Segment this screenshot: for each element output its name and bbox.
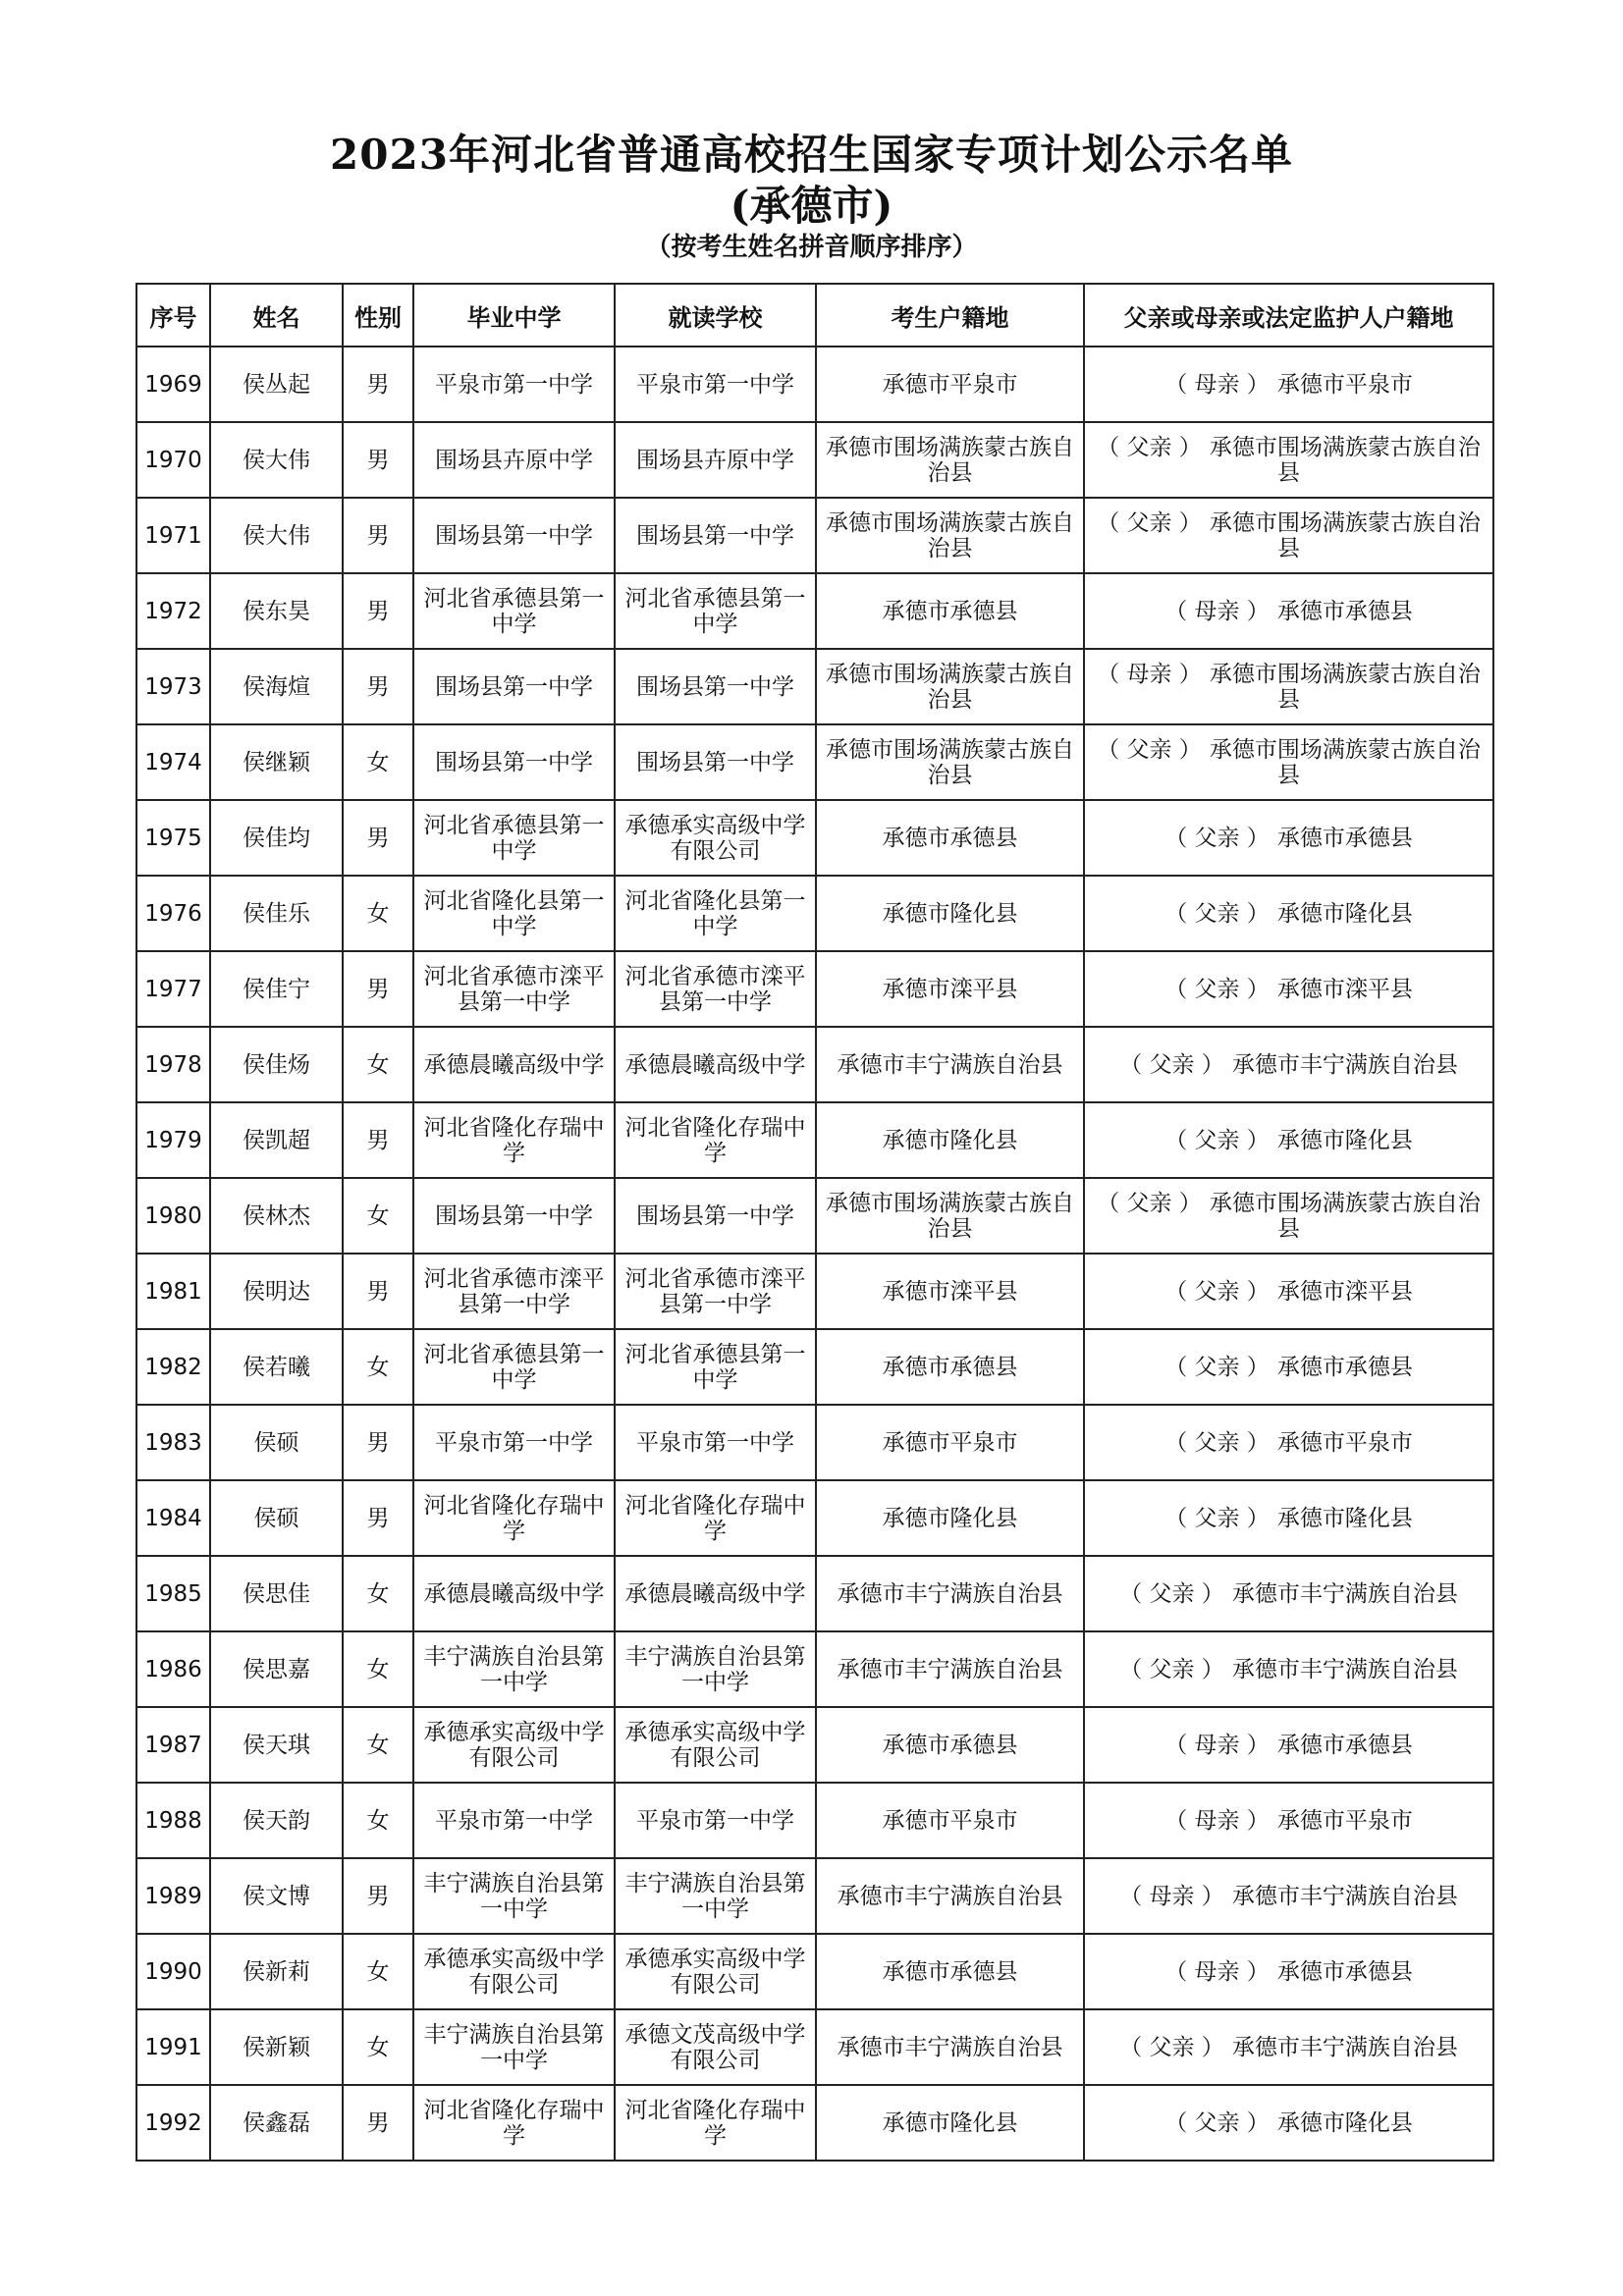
cell-serial-no: 1979 [136,1102,210,1178]
cell-name: 侯佳宁 [210,951,343,1027]
cell-graduation-school: 平泉市第一中学 [413,347,615,422]
cell-name: 侯硕 [210,1480,343,1556]
header-gender: 性别 [343,284,413,347]
cell-graduation-school: 平泉市第一中学 [413,1405,615,1480]
cell-guardian-hukou [1084,1707,1493,1783]
cell-name: 侯佳乐 [210,876,343,951]
cell-serial-no: 1983 [136,1405,210,1480]
cell-serial-no: 1987 [136,1707,210,1783]
cell-serial-no: 1977 [136,951,210,1027]
cell-graduation-school: 承德承实高级中学有限公司 [413,1707,615,1783]
cell-serial-no: 1971 [136,498,210,573]
header-graduation-school: 毕业中学 [413,284,615,347]
cell-name: 侯思嘉 [210,1631,343,1707]
guardian-place: 承德市隆化县 [1276,1505,1413,1531]
cell-name: 侯天韵 [210,1783,343,1858]
cell-gender: 男 [343,951,413,1027]
cell-graduation-school: 围场县第一中学 [413,724,615,800]
table-row [136,1178,1493,1254]
guardian-place: 承德市平泉市 [1276,1429,1413,1456]
cell-name: 侯明达 [210,1254,343,1329]
table-row [136,724,1493,800]
cell-name: 侯佳炀 [210,1027,343,1102]
table-row [136,1858,1493,1934]
guardian-place: 承德市丰宁满族自治县 [1231,1051,1458,1078]
guardian-place: 承德市围场满族蒙古族自治县 [1209,1190,1481,1242]
guardian-relation: （ 父亲 ） [1119,1656,1224,1682]
cell-gender: 男 [343,347,413,422]
cell-current-school: 平泉市第一中学 [615,1783,816,1858]
header-serial-no: 序号 [136,284,210,347]
cell-current-school: 围场县第一中学 [615,649,816,724]
page-subtitle: (承德市) [730,182,893,230]
cell-graduation-school: 河北省隆化县第一中学 [413,876,615,951]
roster-body [136,347,1493,2161]
cell-serial-no: 1975 [136,800,210,876]
cell-current-school: 承德晨曦高级中学 [615,1027,816,1102]
cell-gender: 男 [343,573,413,649]
cell-student-hukou: 承德市滦平县 [816,951,1084,1027]
cell-graduation-school: 丰宁满族自治县第一中学 [413,1631,615,1707]
guardian-place: 承德市围场满族蒙古族自治县 [1209,509,1481,561]
cell-name: 侯凯超 [210,1102,343,1178]
cell-current-school: 围场县第一中学 [615,498,816,573]
cell-student-hukou: 承德市承德县 [816,1329,1084,1405]
table-row [136,1102,1493,1178]
cell-current-school: 河北省隆化存瑞中学 [615,1102,816,1178]
cell-serial-no: 1978 [136,1027,210,1102]
cell-gender: 男 [343,1405,413,1480]
cell-name: 侯天琪 [210,1707,343,1783]
cell-gender: 女 [343,1178,413,1254]
cell-serial-no: 1990 [136,1934,210,2009]
guardian-relation: （ 父亲 ） [1119,1051,1224,1078]
cell-student-hukou: 承德市承德县 [816,1707,1084,1783]
cell-student-hukou: 承德市丰宁满族自治县 [816,1631,1084,1707]
cell-current-school: 围场县第一中学 [615,1178,816,1254]
cell-student-hukou: 承德市丰宁满族自治县 [816,1858,1084,1934]
guardian-relation: （ 母亲 ） [1164,1958,1270,1985]
guardian-relation: （ 父亲 ） [1119,2034,1224,2060]
guardian-relation: （ 母亲 ） [1097,661,1202,687]
cell-student-hukou: 承德市丰宁满族自治县 [816,1556,1084,1631]
cell-name: 侯硕 [210,1405,343,1480]
cell-guardian-hukou [1084,1934,1493,2009]
cell-current-school: 承德文茂高级中学有限公司 [615,2009,816,2085]
cell-name: 侯丛起 [210,347,343,422]
guardian-place: 承德市围场满族蒙古族自治县 [1209,661,1481,713]
guardian-relation: （ 父亲 ） [1164,976,1270,1002]
cell-name: 侯鑫磊 [210,2085,343,2161]
guardian-place: 承德市丰宁满族自治县 [1231,1883,1458,1909]
cell-student-hukou: 承德市滦平县 [816,1254,1084,1329]
cell-gender: 女 [343,2009,413,2085]
cell-name: 侯海煊 [210,649,343,724]
cell-gender: 女 [343,1707,413,1783]
cell-current-school: 平泉市第一中学 [615,347,816,422]
cell-student-hukou: 承德市围场满族蒙古族自治县 [816,649,1084,724]
cell-guardian-hukou [1084,649,1493,724]
cell-serial-no: 1981 [136,1254,210,1329]
cell-name: 侯若曦 [210,1329,343,1405]
cell-gender: 女 [343,1934,413,2009]
cell-current-school: 河北省隆化存瑞中学 [615,1480,816,1556]
cell-name: 侯大伟 [210,498,343,573]
cell-guardian-hukou [1084,724,1493,800]
cell-current-school: 围场县第一中学 [615,724,816,800]
cell-serial-no: 1973 [136,649,210,724]
table-row [136,1631,1493,1707]
cell-name: 侯大伟 [210,422,343,498]
cell-student-hukou: 承德市丰宁满族自治县 [816,1027,1084,1102]
cell-serial-no: 1986 [136,1631,210,1707]
cell-student-hukou: 承德市围场满族蒙古族自治县 [816,724,1084,800]
cell-graduation-school: 平泉市第一中学 [413,1783,615,1858]
cell-student-hukou: 承德市隆化县 [816,1102,1084,1178]
cell-graduation-school: 丰宁满族自治县第一中学 [413,1858,615,1934]
cell-current-school: 围场县卉原中学 [615,422,816,498]
cell-guardian-hukou [1084,1480,1493,1556]
cell-serial-no: 1982 [136,1329,210,1405]
table-row [136,573,1493,649]
cell-gender: 男 [343,422,413,498]
cell-graduation-school: 河北省承德县第一中学 [413,573,615,649]
cell-graduation-school: 围场县第一中学 [413,1178,615,1254]
cell-serial-no: 1976 [136,876,210,951]
cell-guardian-hukou [1084,800,1493,876]
guardian-place: 承德市隆化县 [1276,2109,1413,2136]
guardian-place: 承德市平泉市 [1276,371,1413,398]
guardian-relation: （ 父亲 ） [1097,509,1202,536]
cell-gender: 男 [343,649,413,724]
cell-student-hukou: 承德市丰宁满族自治县 [816,2009,1084,2085]
cell-serial-no: 1989 [136,1858,210,1934]
guardian-place: 承德市承德县 [1276,1732,1413,1758]
cell-guardian-hukou [1084,347,1493,422]
guardian-place: 承德市承德县 [1276,1354,1413,1380]
cell-current-school: 河北省承德县第一中学 [615,573,816,649]
table-row [136,1027,1493,1102]
table-row [136,1480,1493,1556]
guardian-place: 承德市滦平县 [1276,1278,1413,1305]
cell-guardian-hukou [1084,2085,1493,2161]
cell-graduation-school: 承德晨曦高级中学 [413,1556,615,1631]
table-row [136,1934,1493,2009]
cell-gender: 女 [343,1329,413,1405]
guardian-relation: （ 母亲 ） [1164,598,1270,624]
cell-guardian-hukou [1084,1858,1493,1934]
guardian-place: 承德市围场满族蒙古族自治县 [1209,736,1481,788]
cell-guardian-hukou [1084,498,1493,573]
table-row [136,1329,1493,1405]
cell-guardian-hukou [1084,1102,1493,1178]
cell-graduation-school: 河北省承德县第一中学 [413,800,615,876]
cell-guardian-hukou [1084,573,1493,649]
cell-gender: 女 [343,724,413,800]
table-row [136,422,1493,498]
guardian-relation: （ 父亲 ） [1164,900,1270,927]
cell-name: 侯新莉 [210,1934,343,2009]
cell-gender: 女 [343,1631,413,1707]
cell-guardian-hukou [1084,1783,1493,1858]
cell-graduation-school: 河北省承德市滦平县第一中学 [413,1254,615,1329]
cell-guardian-hukou [1084,1027,1493,1102]
cell-guardian-hukou [1084,1556,1493,1631]
cell-student-hukou: 承德市隆化县 [816,876,1084,951]
guardian-relation: （ 母亲 ） [1164,371,1270,398]
guardian-relation: （ 父亲 ） [1164,1354,1270,1380]
cell-serial-no: 1984 [136,1480,210,1556]
cell-gender: 女 [343,1556,413,1631]
cell-guardian-hukou [1084,1329,1493,1405]
cell-graduation-school: 承德承实高级中学有限公司 [413,1934,615,2009]
guardian-place: 承德市滦平县 [1276,976,1413,1002]
cell-student-hukou: 承德市承德县 [816,800,1084,876]
table-header-row [136,284,1493,347]
table-row [136,2085,1493,2161]
cell-current-school: 承德晨曦高级中学 [615,1556,816,1631]
cell-gender: 男 [343,1102,413,1178]
header-student-hukou: 考生户籍地 [816,284,1084,347]
cell-serial-no: 1980 [136,1178,210,1254]
guardian-place: 承德市平泉市 [1276,1807,1413,1834]
cell-graduation-school: 河北省隆化存瑞中学 [413,2085,615,2161]
cell-gender: 女 [343,1783,413,1858]
guardian-relation: （ 母亲 ） [1164,1807,1270,1834]
header-current-school: 就读学校 [615,284,816,347]
guardian-relation: （ 父亲 ） [1164,825,1270,851]
cell-guardian-hukou [1084,1631,1493,1707]
guardian-relation: （ 父亲 ） [1097,1190,1202,1216]
guardian-place: 承德市围场满族蒙古族自治县 [1209,434,1481,486]
table-row [136,1707,1493,1783]
guardian-place: 承德市承德县 [1276,825,1413,851]
cell-graduation-school: 河北省隆化存瑞中学 [413,1102,615,1178]
cell-student-hukou: 承德市承德县 [816,573,1084,649]
cell-current-school: 河北省隆化存瑞中学 [615,2085,816,2161]
cell-current-school: 承德承实高级中学有限公司 [615,1707,816,1783]
cell-student-hukou: 承德市围场满族蒙古族自治县 [816,498,1084,573]
cell-gender: 男 [343,2085,413,2161]
table-row [136,800,1493,876]
cell-serial-no: 1974 [136,724,210,800]
cell-current-school: 河北省承德市滦平县第一中学 [615,1254,816,1329]
table-row [136,2009,1493,2085]
cell-current-school: 承德承实高级中学有限公司 [615,1934,816,2009]
guardian-relation: （ 母亲 ） [1119,1883,1224,1909]
guardian-place: 承德市隆化县 [1276,900,1413,927]
table-row [136,649,1493,724]
cell-student-hukou: 承德市平泉市 [816,347,1084,422]
cell-serial-no: 1972 [136,573,210,649]
cell-name: 侯文博 [210,1858,343,1934]
guardian-place: 承德市丰宁满族自治县 [1231,1656,1458,1682]
cell-gender: 男 [343,1480,413,1556]
guardian-relation: （ 父亲 ） [1119,1580,1224,1607]
table-row [136,347,1493,422]
cell-guardian-hukou [1084,876,1493,951]
cell-graduation-school: 围场县第一中学 [413,649,615,724]
cell-guardian-hukou [1084,1254,1493,1329]
table-row [136,1783,1493,1858]
guardian-relation: （ 父亲 ） [1097,434,1202,460]
cell-graduation-school: 围场县卉原中学 [413,422,615,498]
cell-serial-no: 1970 [136,422,210,498]
sort-note: （按考生姓名拼音顺序排序） [645,233,978,262]
guardian-place: 承德市承德县 [1276,1958,1413,1985]
cell-student-hukou: 承德市隆化县 [816,1480,1084,1556]
cell-current-school: 河北省承德市滦平县第一中学 [615,951,816,1027]
guardian-relation: （ 父亲 ） [1164,1429,1270,1456]
table-row [136,951,1493,1027]
guardian-place: 承德市隆化县 [1276,1127,1413,1153]
cell-gender: 男 [343,1254,413,1329]
table-row [136,1254,1493,1329]
cell-student-hukou: 承德市围场满族蒙古族自治县 [816,422,1084,498]
cell-current-school: 河北省承德县第一中学 [615,1329,816,1405]
table-row [136,1556,1493,1631]
cell-graduation-school: 承德晨曦高级中学 [413,1027,615,1102]
cell-name: 侯佳均 [210,800,343,876]
guardian-place: 承德市丰宁满族自治县 [1231,2034,1458,2060]
cell-guardian-hukou [1084,1178,1493,1254]
cell-graduation-school: 围场县第一中学 [413,498,615,573]
guardian-place: 承德市承德县 [1276,598,1413,624]
cell-student-hukou: 承德市平泉市 [816,1405,1084,1480]
cell-gender: 男 [343,800,413,876]
cell-name: 侯继颖 [210,724,343,800]
cell-student-hukou: 承德市平泉市 [816,1783,1084,1858]
guardian-relation: （ 父亲 ） [1164,1127,1270,1153]
guardian-relation: （ 父亲 ） [1164,1278,1270,1305]
cell-current-school: 承德承实高级中学有限公司 [615,800,816,876]
guardian-relation: （ 父亲 ） [1097,736,1202,763]
cell-guardian-hukou [1084,1405,1493,1480]
cell-current-school: 河北省隆化县第一中学 [615,876,816,951]
cell-name: 侯新颖 [210,2009,343,2085]
cell-name: 侯东昊 [210,573,343,649]
guardian-relation: （ 母亲 ） [1164,1732,1270,1758]
cell-current-school: 丰宁满族自治县第一中学 [615,1858,816,1934]
cell-name: 侯林杰 [210,1178,343,1254]
cell-graduation-school: 河北省隆化存瑞中学 [413,1480,615,1556]
cell-serial-no: 1985 [136,1556,210,1631]
cell-student-hukou: 承德市承德县 [816,1934,1084,2009]
table-row [136,498,1493,573]
header-name: 姓名 [210,284,343,347]
cell-guardian-hukou [1084,951,1493,1027]
cell-graduation-school: 丰宁满族自治县第一中学 [413,2009,615,2085]
cell-student-hukou: 承德市隆化县 [816,2085,1084,2161]
cell-current-school: 丰宁满族自治县第一中学 [615,1631,816,1707]
cell-guardian-hukou [1084,2009,1493,2085]
cell-serial-no: 1969 [136,347,210,422]
cell-graduation-school: 河北省承德县第一中学 [413,1329,615,1405]
table-row [136,876,1493,951]
cell-gender: 男 [343,498,413,573]
guardian-place: 承德市丰宁满族自治县 [1231,1580,1458,1607]
cell-current-school: 平泉市第一中学 [615,1405,816,1480]
cell-guardian-hukou [1084,422,1493,498]
guardian-relation: （ 父亲 ） [1164,1505,1270,1531]
page-title: 2023年河北省普通高校招生国家专项计划公示名单 [330,131,1293,179]
cell-gender: 男 [343,1858,413,1934]
guardian-relation: （ 父亲 ） [1164,2109,1270,2136]
cell-gender: 女 [343,876,413,951]
cell-gender: 女 [343,1027,413,1102]
cell-serial-no: 1988 [136,1783,210,1858]
cell-graduation-school: 河北省承德市滦平县第一中学 [413,951,615,1027]
table-row [136,1405,1493,1480]
cell-name: 侯思佳 [210,1556,343,1631]
cell-student-hukou: 承德市围场满族蒙古族自治县 [816,1178,1084,1254]
roster-table [135,283,1494,2162]
cell-serial-no: 1991 [136,2009,210,2085]
cell-serial-no: 1992 [136,2085,210,2161]
header-guardian-hukou: 父亲或母亲或法定监护人户籍地 [1084,284,1493,347]
